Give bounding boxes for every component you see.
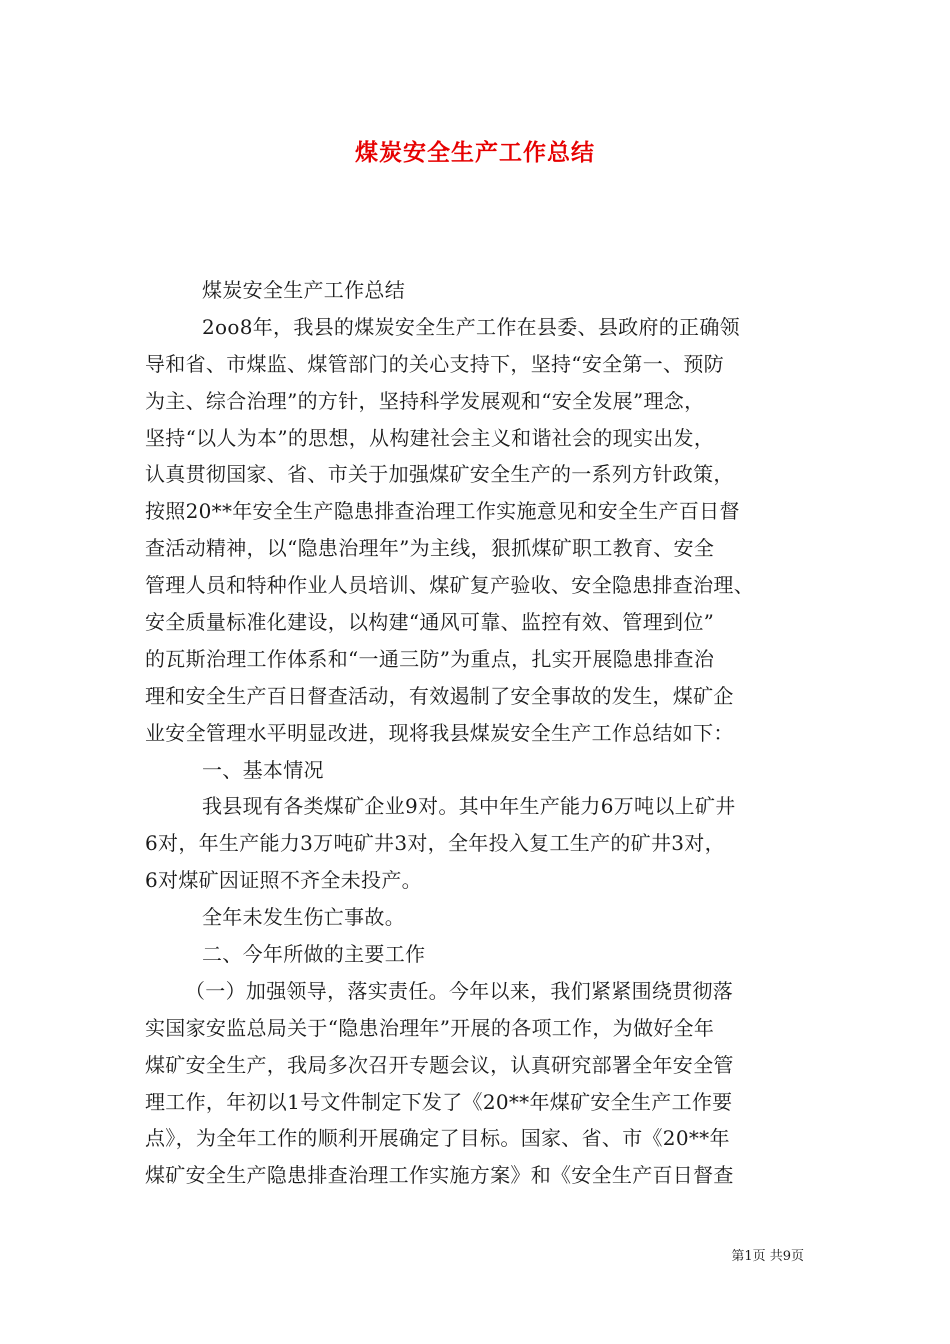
text-line: 我县现有各类煤矿企业9对。其中年生产能力6万吨以上矿井 — [202, 794, 736, 819]
page-number: 第1页 共9页 — [731, 1249, 804, 1264]
document-title: 煤炭安全生产工作总结 — [355, 139, 595, 166]
text-line: 煤炭安全生产工作总结 — [202, 278, 405, 302]
text-line: 业安全管理水平明显改进，现将我县煤炭安全生产工作总结如下： — [145, 720, 734, 745]
text-line: 二、今年所做的主要工作 — [202, 942, 426, 967]
text-line: 一、基本情况 — [202, 757, 324, 782]
text-line: 煤矿安全生产，我局多次召开专题会议，认真研究部署全年安全管 — [145, 1052, 734, 1077]
document-body — [145, 272, 825, 1194]
text-line: 6对，年生产能力3万吨矿井3对，全年投入复工生产的矿井3对， — [145, 831, 725, 856]
text-line: 6对煤矿因证照不齐全未投产。 — [145, 868, 422, 893]
text-line: 按照20**年安全生产隐患排查治理工作实施意见和安全生产百日督 — [145, 499, 740, 524]
text-line: 全年未发生伤亡事故。 — [202, 905, 405, 930]
text-line: 导和省、市煤监、煤管部门的关心支持下，坚持“安全第一、预防 — [145, 351, 724, 376]
text-line: 理和安全生产百日督查活动，有效遏制了安全事故的发生，煤矿企 — [145, 683, 734, 708]
text-line: 煤矿安全生产隐患排查治理工作实施方案》和《安全生产百日督查 — [145, 1163, 734, 1188]
text-line: 认真贯彻国家、省、市关于加强煤矿安全生产的一系列方针政策， — [145, 462, 734, 487]
text-line: 坚持“以人为本”的思想，从构建社会主义和谐社会的现实出发， — [145, 425, 715, 450]
text-line: 为主、综合治理”的方针，坚持科学发展观和“安全发展”理念， — [145, 388, 705, 413]
text-line: （一）加强领导，落实责任。今年以来，我们紧紧围绕贯彻落 — [185, 978, 734, 1003]
text-line: 管理人员和特种作业人员培训、煤矿复产验收、安全隐患排查治理、 — [145, 573, 754, 598]
text-line: 理工作，年初以1号文件制定下发了《20**年煤矿安全生产工作要 — [145, 1089, 733, 1114]
text-line: 的瓦斯治理工作体系和“一通三防”为重点，扎实开展隐患排查治 — [145, 646, 715, 671]
text-line: 2oo8年，我县的煤炭安全生产工作在县委、县政府的正确领 — [202, 314, 740, 339]
text-line: 点》，为全年工作的顺利开展确定了目标。国家、省、市《20**年 — [145, 1126, 730, 1151]
text-line: 实国家安监总局关于“隐患治理年”开展的各项工作，为做好全年 — [145, 1015, 715, 1040]
text-line: 安全质量标准化建设，以构建“通风可靠、监控有效、管理到位” — [145, 610, 715, 635]
text-line: 查活动精神，以“隐患治理年”为主线，狠抓煤矿职工教育、安全 — [145, 536, 715, 561]
